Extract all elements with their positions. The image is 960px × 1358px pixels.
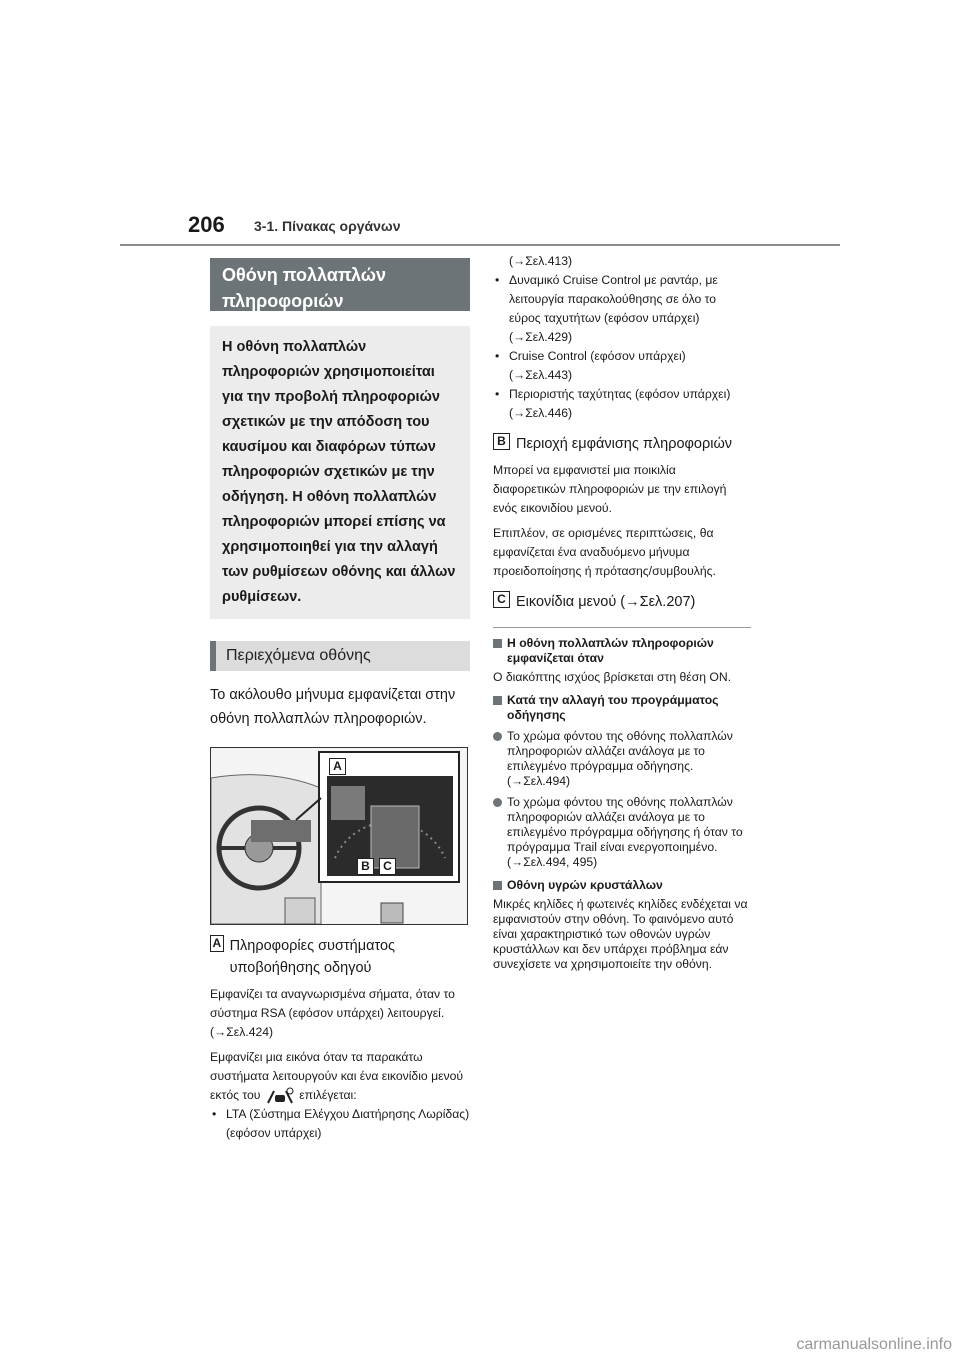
item-a-label: A [210, 935, 224, 952]
illus-label-a: A [329, 758, 346, 775]
item-c-title: Εικονίδια μενού (→Σελ.207) [516, 594, 696, 610]
item-b [493, 433, 751, 455]
item-a-p1: Εμφανίζει τα αναγνωρισμένα σήματα, όταν το σύστημα RSA (εφόσον υπάρχει) λειτουργεί. (→Σελ.424) [210, 987, 455, 1039]
left-column [210, 258, 470, 1143]
dashboard-illustration [210, 747, 468, 925]
item-a-title: Πληροφορίες συστήματος υποβοήθησης οδηγού [229, 938, 396, 976]
item-a [210, 935, 470, 979]
page-number: 206 [188, 212, 225, 237]
item-a-bullet-1: • LTA (Σύστημα Ελέγχου Διατήρησης Λωρίδας) (εφόσον υπάρχει) [210, 1105, 470, 1143]
section-title: 3-1. Πίνακας οργάνων [254, 218, 401, 234]
note-1-heading: Η οθόνη πολλαπλών πληροφοριών εμφανίζεται όταν [493, 636, 751, 666]
bullet-3: • Περιοριστής ταχύτητας (εφόσον υπάρχει) (→Σελ.446) [493, 385, 751, 423]
separator [493, 627, 751, 628]
item-b-label: B [493, 433, 510, 450]
note-3-heading: Οθόνη υγρών κρυστάλλων [493, 878, 751, 893]
illus-label-c: C [379, 858, 396, 875]
note-3-body: Μικρές κηλίδες ή φωτεινές κηλίδες ενδέχεται να εμφανιστούν στην οθόνη. Το φαινόμενο αυτό είναι χαρακτηριστικό των οθονών υγρών κρυστάλλων και δεν υπάρχει πρόβλημα εάν συνεχίσετε να χρησιμοποιείτε την οθόνη. [493, 897, 748, 971]
bullet-2: • Cruise Control (εφόσον υπάρχει) (→Σελ.443) [493, 347, 751, 385]
item-c-label: C [493, 591, 510, 608]
continued-ref: (→Σελ.413) [509, 254, 573, 268]
note-1-body: Ο διακόπτης ισχύος βρίσκεται στη θέση ON. [493, 670, 732, 684]
item-b-p2: Επιπλέον, σε ορισμένες περιπτώσεις, θα εμφανίζεται ένα αναδυόμενο μήνυμα προειδοποίησης ή πρότασης/συμβουλής. [493, 526, 716, 578]
item-b-title: Περιοχή εμφάνισης πληροφοριών [516, 436, 733, 452]
page-header [188, 212, 838, 246]
illus-label-b: B [357, 858, 374, 875]
subhead-screen-contents: Περιεχόμενα οθόνης [210, 641, 470, 671]
header-rule [120, 244, 840, 246]
note-2-heading: Κατά την αλλαγή του προγράμματος οδήγησης [493, 693, 751, 723]
item-c [493, 591, 751, 613]
item-a-p2 [210, 1048, 470, 1105]
lead-text: Το ακόλουθο μήνυμα εμφανίζεται στην οθόνη πολλαπλών πληροφοριών. [210, 687, 456, 727]
item-a-p2-b: επιλέγεται: [299, 1088, 357, 1102]
right-column [493, 252, 751, 972]
item-a-p2-a: Εμφανίζει μια εικόνα όταν τα παρακάτω συστήματα λειτουργούν και ένα εικονίδιο μενού εκτός του [210, 1050, 464, 1102]
note-2-item-2: Το χρώμα φόντου της οθόνης πολλαπλών πληροφοριών αλλάζει ανάλογα με το επιλεγμένο πρόγραμμα οδήγησης ή όταν το πρόγραμμα Trail είναι ενεργοποιημένο. (→Σελ.494, 495) [493, 795, 751, 870]
lta-menu-icon [264, 1087, 296, 1105]
bullet-1: • Δυναμικό Cruise Control με ραντάρ, με λειτουργία παρακολούθησης σε όλο το εύρος ταχυτήτων (εφόσον υπάρχει) (→Σελ.429) [493, 271, 751, 347]
note-2-item-1: Το χρώμα φόντου της οθόνης πολλαπλών πληροφοριών αλλάζει ανάλογα με το επιλεγμένο πρόγραμμα οδήγησης. (→Σελ.494) [493, 729, 751, 789]
item-b-p1: Μπορεί να εμφανιστεί μια ποικιλία διαφορετικών πληροφοριών με την επιλογή ενός εικονιδίου μενού. [493, 463, 727, 515]
intro-box: Η οθόνη πολλαπλών πληροφοριών χρησιμοποιείται για την προβολή πληροφοριών σχετικών με την απόδοση του καυσίμου και διαφόρων τύπων πληροφοριών σχετικών με την οδήγηση. Η οθόνη πολλαπλών πληροφοριών μπορεί επίσης να χρησιμοποιηθεί για την αλλαγή των ρυθμίσεων οθόνης και άλλων ρυθμίσεων. [210, 326, 470, 619]
watermark: carmanualsonline.info [796, 1336, 952, 1353]
page-title: Οθόνη πολλαπλών πληροφοριών [210, 258, 470, 311]
